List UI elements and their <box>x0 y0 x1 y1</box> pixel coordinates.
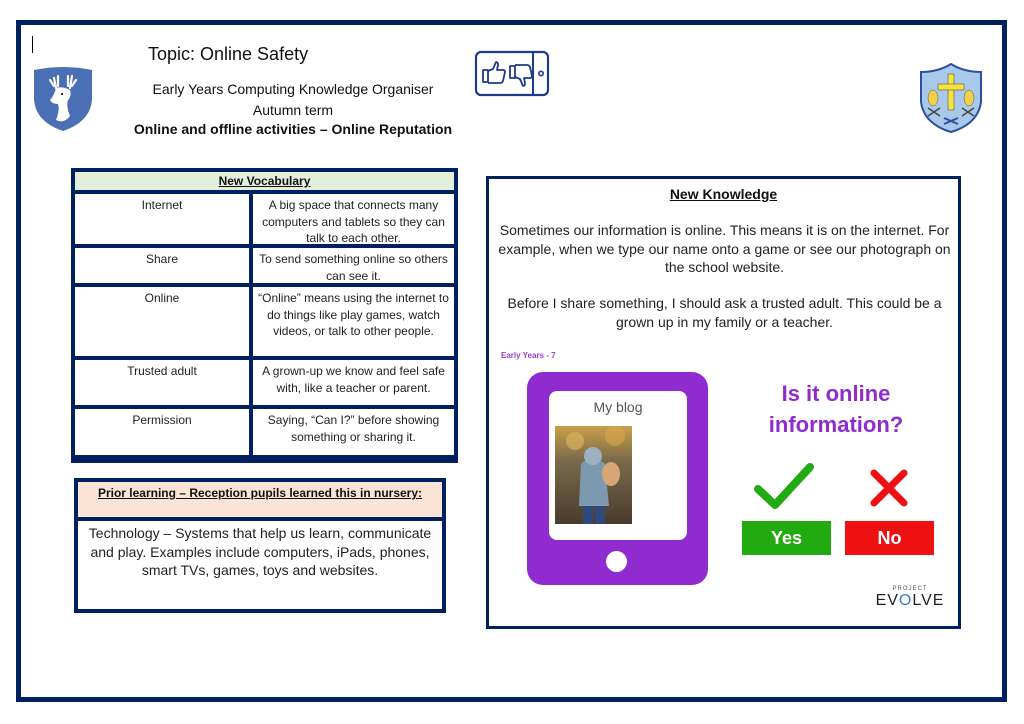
prior-learning-heading: Prior learning – Reception pupils learned this in nursery: <box>78 482 442 517</box>
vocabulary-definition: To send something online so others can see it. <box>253 248 454 283</box>
evolve-logo-prefix: EV <box>875 592 899 609</box>
vocabulary-definition: “Online” means using the internet to do things like play games, watch videos, or talk to other people. <box>253 287 454 356</box>
knowledge-paragraph: Sometimes our information is online. This means it is on the internet. For example, when we type our name onto a game or see our photograph on the school website. <box>498 222 951 275</box>
vocabulary-definition: A grown-up we know and feel safe with, like a teacher or parent. <box>253 360 454 405</box>
vocabulary-term: Online <box>75 287 249 356</box>
new-knowledge-heading: New Knowledge <box>669 186 778 202</box>
tablet-home-button <box>606 551 627 572</box>
vocabulary-heading: New Vocabulary <box>75 172 454 190</box>
tablet-screen <box>549 391 687 540</box>
vocabulary-row <box>75 248 454 283</box>
vocabulary-definition: A big space that connects many computers and tablets so they can talk to each other. <box>253 194 454 244</box>
evolve-logo-o: O <box>898 592 913 609</box>
phone-thumbs-icon <box>474 50 550 97</box>
new-knowledge-box <box>486 176 961 629</box>
vocabulary-term: Share <box>75 248 249 283</box>
document-subtitle: Early Years Computing Knowledge Organiser <box>152 81 434 97</box>
page-title: Topic: Online Safety <box>148 44 309 64</box>
check-icon <box>753 461 815 511</box>
vocabulary-row <box>75 409 454 455</box>
evolve-logo-suffix: LVE <box>912 592 945 609</box>
slide-tag: Early Years - 7 <box>501 351 556 360</box>
project-evolve-logo <box>871 586 949 609</box>
vocabulary-term: Permission <box>75 409 249 455</box>
vocabulary-row <box>75 287 454 356</box>
knowledge-paragraph: Before I share something, I should ask a trusted adult. This could be a grown up in my family or a teacher. <box>507 295 942 330</box>
blog-title: My blog <box>593 399 643 415</box>
term-label: Autumn term <box>252 102 334 118</box>
child-photo-image <box>555 426 632 524</box>
vocabulary-row <box>75 194 454 244</box>
vocabulary-definition: Saying, “Can I?” before showing something or sharing it. <box>253 409 454 455</box>
vocabulary-row <box>75 360 454 405</box>
prior-learning-body: Technology – Systems that help us learn, communicate and play. Examples include computers, iPads, phones, smart TVs, games, toys and websites. <box>78 521 442 609</box>
yes-button: Yes <box>742 521 831 555</box>
vocabulary-table <box>71 168 458 463</box>
prior-learning-box <box>74 478 446 613</box>
evolve-logo-text <box>871 593 949 609</box>
church-shield-cross-icon <box>918 62 984 134</box>
no-button: No <box>845 521 934 555</box>
text-cursor <box>32 36 33 53</box>
unit-title: Online and offline activities – Online Reputation <box>133 121 453 137</box>
slide-question: Is it online information? <box>768 381 904 437</box>
vocabulary-term: Internet <box>75 194 249 244</box>
school-crest-stag-icon <box>32 64 94 132</box>
tablet-illustration <box>527 372 708 585</box>
evolve-logo-small: PROJECT <box>892 586 928 592</box>
cross-icon <box>869 469 909 507</box>
vocabulary-term: Trusted adult <box>75 360 249 405</box>
